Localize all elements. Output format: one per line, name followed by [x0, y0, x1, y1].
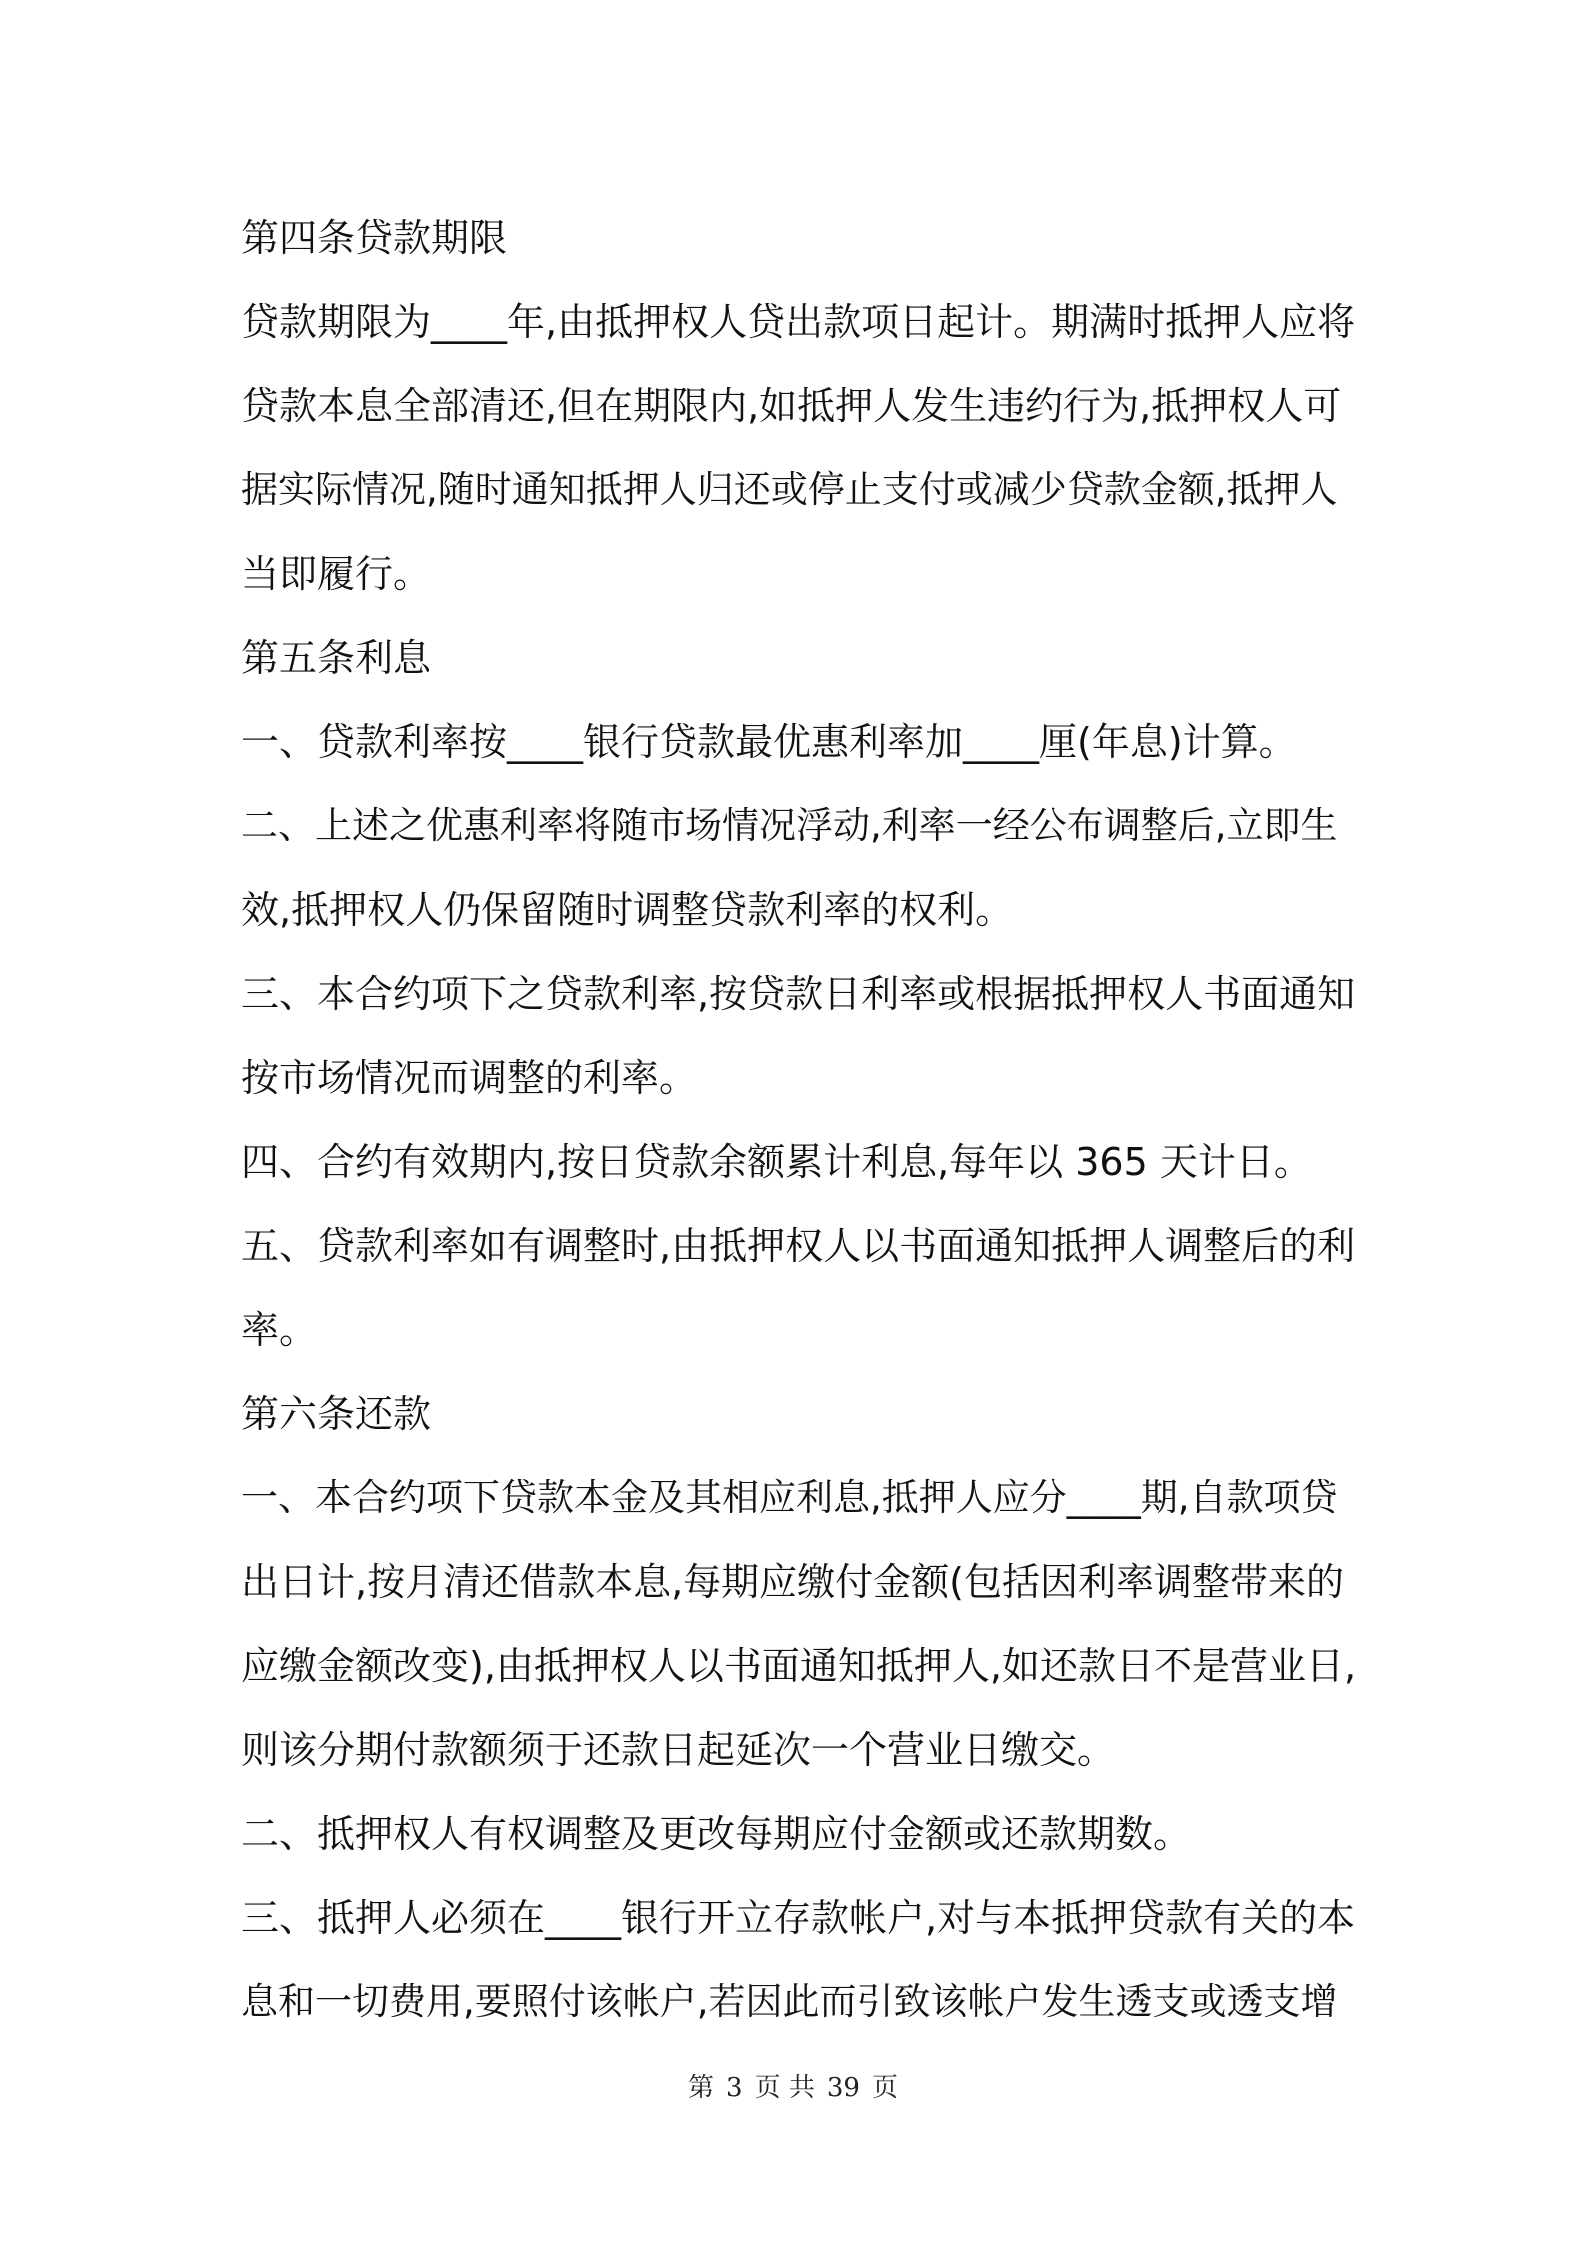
text-line: 贷款期限为____年,由抵押权人贷出款项日起计。期满时抵押人应将 [241, 300, 1356, 344]
footer-middle: 页 共 [754, 2073, 815, 2103]
document-body [241, 196, 1356, 2044]
text-line: 效,抵押权人仍保留随时调整贷款利率的权利。 [241, 888, 1014, 932]
text-line: 三、本合约项下之贷款利率,按贷款日利率或根据抵押权人书面通知 [241, 972, 1356, 1016]
text-line: 第五条利息 [241, 636, 432, 680]
text-line: 贷款本息全部清还,但在期限内,如抵押人发生违约行为,抵押权人可 [241, 384, 1342, 428]
text-line: 则该分期付款额须于还款日起延次一个营业日缴交。 [241, 1728, 1116, 1772]
text-line: 第四条贷款期限 [241, 216, 508, 260]
text-line: 出日计,按月清还借款本息,每期应缴付金额(包括因利率调整带来的 [241, 1560, 1344, 1604]
text-line: 四、合约有效期内,按日贷款余额累计利息,每年以 365 天计日。 [241, 1140, 1312, 1184]
text-line: 应缴金额改变),由抵押权人以书面通知抵押人,如还款日不是营业日, [241, 1644, 1357, 1688]
text-line: 五、贷款利率如有调整时,由抵押权人以书面通知抵押人调整后的利 [241, 1224, 1356, 1268]
text-line: 三、抵押人必须在____银行开立存款帐户,对与本抵押贷款有关的本 [241, 1896, 1356, 1940]
text-line: 率。 [241, 1308, 318, 1352]
text-line: 二、上述之优惠利率将随市场情况浮动,利率一经公布调整后,立即生 [241, 804, 1338, 847]
text-line: 第六条还款 [241, 1392, 432, 1436]
footer-suffix: 页 [871, 2073, 898, 2103]
text-line: 一、本合约项下贷款本金及其相应利息,抵押人应分____期,自款项贷 [241, 1476, 1338, 1519]
text-line: 据实际情况,随时通知抵押人归还或停止支付或减少贷款金额,抵押人 [241, 468, 1338, 511]
page-footer [0, 2068, 1586, 2108]
total-page-count: 39 [826, 2073, 860, 2103]
footer-prefix: 第 [688, 2073, 715, 2103]
text-line: 当即履行。 [241, 552, 432, 596]
text-line: 息和一切费用,要照付该帐户,若因此而引致该帐户发生透支或透支增 [241, 1980, 1338, 2023]
text-line: 二、抵押权人有权调整及更改每期应付金额或还款期数。 [241, 1812, 1192, 1856]
text-line: 按市场情况而调整的利率。 [241, 1056, 698, 1100]
current-page-number: 3 [726, 2073, 743, 2103]
text-line: 一、贷款利率按____银行贷款最优惠利率加____厘(年息)计算。 [241, 720, 1297, 764]
